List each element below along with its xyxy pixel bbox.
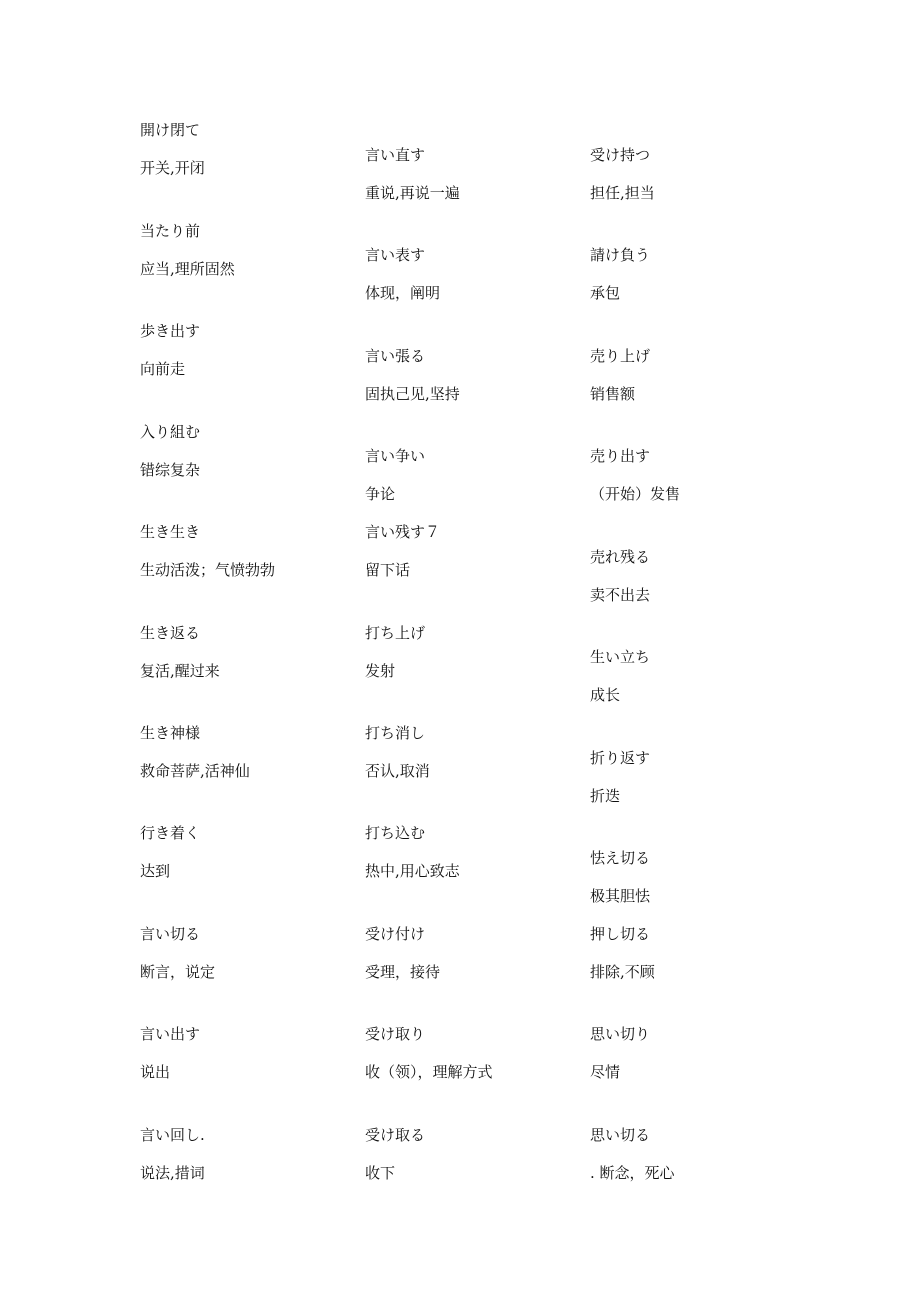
vocab-meaning: 卖不出去 [590, 586, 651, 604]
vocab-term: 生き神様 [140, 724, 201, 742]
vocab-meaning: 断言，说定 [140, 963, 216, 981]
vocab-meaning: 固执己见,坚持 [365, 385, 460, 403]
vocab-term: 言い表す [365, 246, 426, 264]
vocab-meaning: 销售额 [590, 385, 636, 403]
vocab-meaning: 否认,取消 [365, 762, 430, 780]
vocab-term: 言い切る [140, 925, 201, 943]
vocab-term: 受け取る [365, 1126, 426, 1144]
vocab-meaning: （开始）发售 [590, 485, 681, 503]
vocab-term: 言い争い [365, 447, 426, 465]
vocab-meaning: 说法,措词 [140, 1164, 205, 1182]
vocab-meaning: 错综复杂 [140, 461, 201, 479]
vocab-term: 生き生き [140, 523, 201, 541]
vocab-meaning: 留下话 [365, 561, 411, 579]
vocab-meaning: 体现，阐明 [365, 284, 441, 302]
vocab-term: 押し切る [590, 925, 651, 943]
vocab-term: 言い残す７ [365, 523, 441, 541]
vocab-term: 受け付け [365, 925, 426, 943]
vocab-meaning: 复活,醒过来 [140, 662, 220, 680]
vocab-meaning: . 断念，死心 [590, 1164, 675, 1182]
vocab-term: 請け負う [590, 246, 651, 264]
vocab-term: 打ち上げ [365, 624, 426, 642]
vocab-meaning: 热中,用心致志 [365, 862, 460, 880]
vocab-term: 売り出す [590, 447, 651, 465]
vocab-meaning: 极其胆怯 [590, 887, 651, 905]
vocab-meaning: 生动活泼；气愤勃勃 [140, 561, 276, 579]
vocab-meaning: 收（领），理解方式 [365, 1063, 493, 1081]
vocab-meaning: 发射 [365, 662, 396, 680]
vocab-term: 打ち消し [365, 724, 426, 742]
vocab-term: 思い切り [590, 1025, 651, 1043]
vocab-term: 生い立ち [590, 648, 651, 666]
vocab-meaning: 担任,担当 [590, 184, 655, 202]
vocab-meaning: 达到 [140, 862, 171, 880]
vocab-term: 当たり前 [140, 222, 201, 240]
vocab-term: 言い張る [365, 347, 426, 365]
vocab-meaning: 重说,再说一遍 [365, 184, 460, 202]
vocab-meaning: 承包 [590, 284, 621, 302]
vocab-meaning: 说出 [140, 1063, 171, 1081]
vocab-meaning: 应当,理所固然 [140, 260, 235, 278]
vocab-term: 歩き出す [140, 322, 201, 340]
vocab-term: 行き着く [140, 824, 201, 842]
vocab-term: 受け取り [365, 1025, 426, 1043]
vocab-term: 言い出す [140, 1025, 201, 1043]
vocab-term: 入り組む [140, 423, 201, 441]
vocab-meaning: 排除,不顾 [590, 963, 655, 981]
vocab-term: 思い切る [590, 1126, 651, 1144]
vocab-term: 言い直す [365, 146, 426, 164]
vocab-term: 打ち込む [365, 824, 426, 842]
vocab-meaning: 争论 [365, 485, 396, 503]
vocab-meaning: 收下 [365, 1164, 396, 1182]
vocab-meaning: 受理，接待 [365, 963, 441, 981]
vocab-term: 売れ残る [590, 548, 651, 566]
vocab-meaning: 救命菩萨,活神仙 [140, 762, 250, 780]
vocab-term: 言い回し. [140, 1126, 205, 1144]
vocab-term: 売り上げ [590, 347, 651, 365]
vocab-term: 受け持つ [590, 146, 651, 164]
vocab-meaning: 尽情 [590, 1063, 621, 1081]
vocab-term: 開け閉て [140, 121, 201, 139]
vocab-meaning: 成长 [590, 686, 621, 704]
vocab-term: 怯え切る [590, 849, 651, 867]
vocab-meaning: 开关,开闭 [140, 159, 205, 177]
vocab-term: 生き返る [140, 624, 201, 642]
vocab-meaning: 折迭 [590, 787, 621, 805]
vocab-term: 折り返す [590, 749, 651, 767]
vocab-meaning: 向前走 [140, 360, 186, 378]
